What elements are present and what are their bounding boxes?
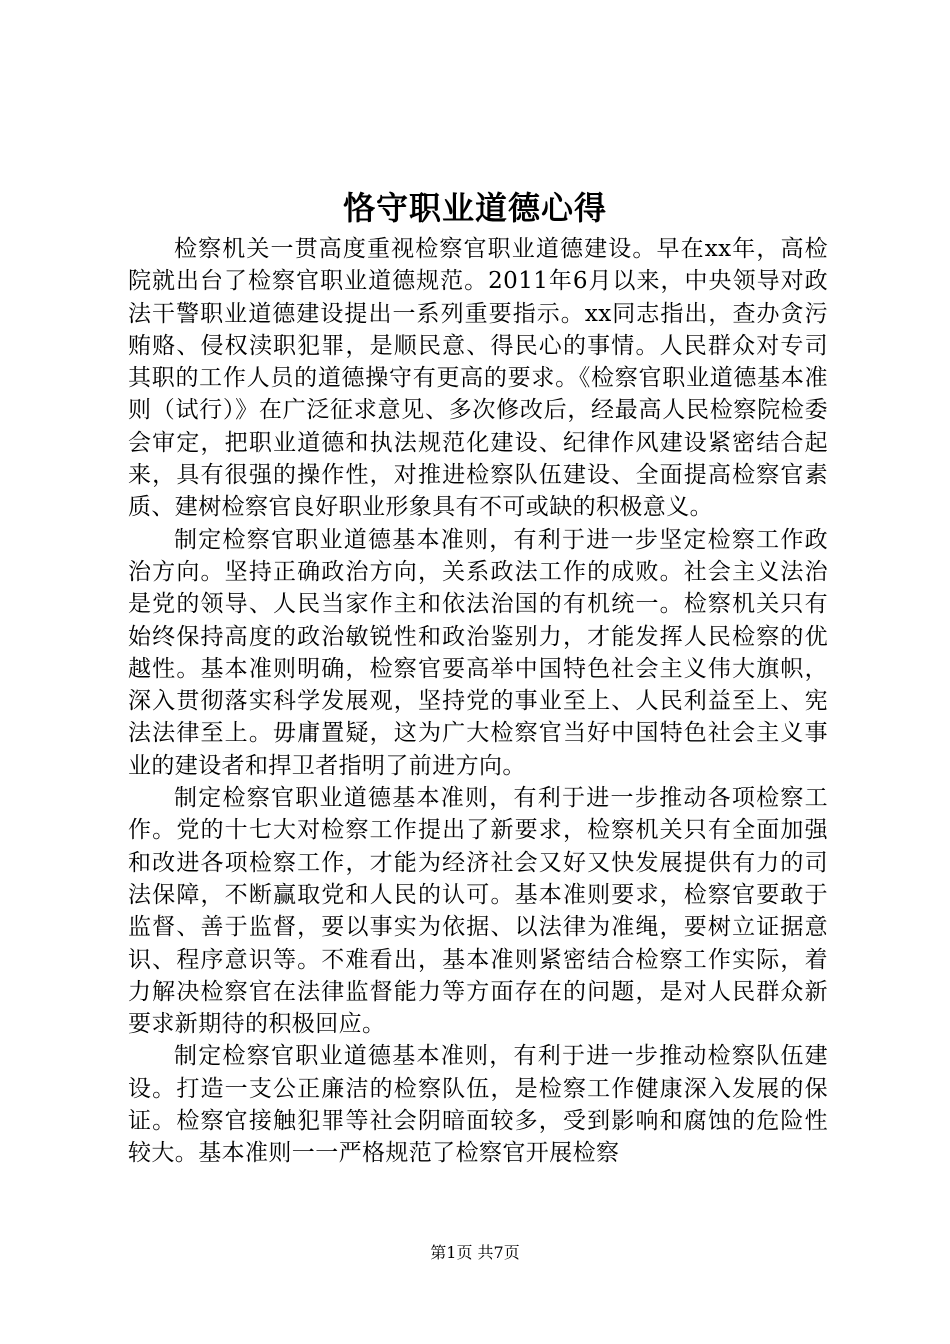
paragraph-2: 制定检察官职业道德基本准则，有利于进一步坚定检察工作政治方向。坚持正确政治方向，关系政法工作的成败。社会主义法治是党的领导、人民当家作主和依法治国的有机统一。检察机关只有始终保持高度的政治敏锐性和政治鉴别力，才能发挥人民检察的优越性。基本准则明确，检察官要高举中国特色社会主义伟大旗帜，深入贯彻落实科学发展观，坚持党的事业至上、人民利益至上、宪法法律至上。毋庸置疑，这为广大检察官当好中国特色社会主义事业的建设者和捍卫者指明了前进方向。 <box>128 526 828 779</box>
paragraph-4: 制定检察官职业道德基本准则，有利于进一步推动检察队伍建设。打造一支公正廉洁的检察队伍，是检察工作健康深入发展的保证。检察官接触犯罪等社会阴暗面较多，受到影响和腐蚀的危险性较大。基本准则一一严格规范了检察官开展检察 <box>128 1043 828 1167</box>
page-number-footer: 第1页 共7页 <box>430 1243 520 1262</box>
paragraph-3: 制定检察官职业道德基本准则，有利于进一步推动各项检察工作。党的十七大对检察工作提出了新要求，检察机关只有全面加强和改进各项检察工作，才能为经济社会又好又快发展提供有力的司法保障，不断赢取党和人民的认可。基本准则要求，检察官要敢于监督、善于监督，要以事实为依据、以法律为准绳，要树立证据意识、程序意识等。不难看出，基本准则紧密结合检察工作实际，着力解决检察官在法律监督能力等方面存在的问题，是对人民群众新要求新期待的积极回应。 <box>128 785 828 1038</box>
document-title: 恪守职业道德心得 <box>342 189 607 227</box>
document-body <box>128 233 828 1170</box>
paragraph-1: 检察机关一贯高度重视检察官职业道德建设。早在xx年，高检院就出台了检察官职业道德规范。2011年6月以来，中央领导对政法干警职业道德建设提出一系列重要指示。xx同志指出，查办贪污贿赂、侵权渎职犯罪，是顺民意、得民心的事情。人民群众对专司其职的工作人员的道德操守有更高的要求。《检察官职业道德基本准则（试行）》在广泛征求意见、多次修改后，经最高人民检察院检委会审定，把职业道德和执法规范化建设、纪律作风建设紧密结合起来，具有很强的操作性，对推进检察队伍建设、全面提高检察官素质、建树检察官良好职业形象具有不可或缺的积极意义。 <box>128 236 828 521</box>
